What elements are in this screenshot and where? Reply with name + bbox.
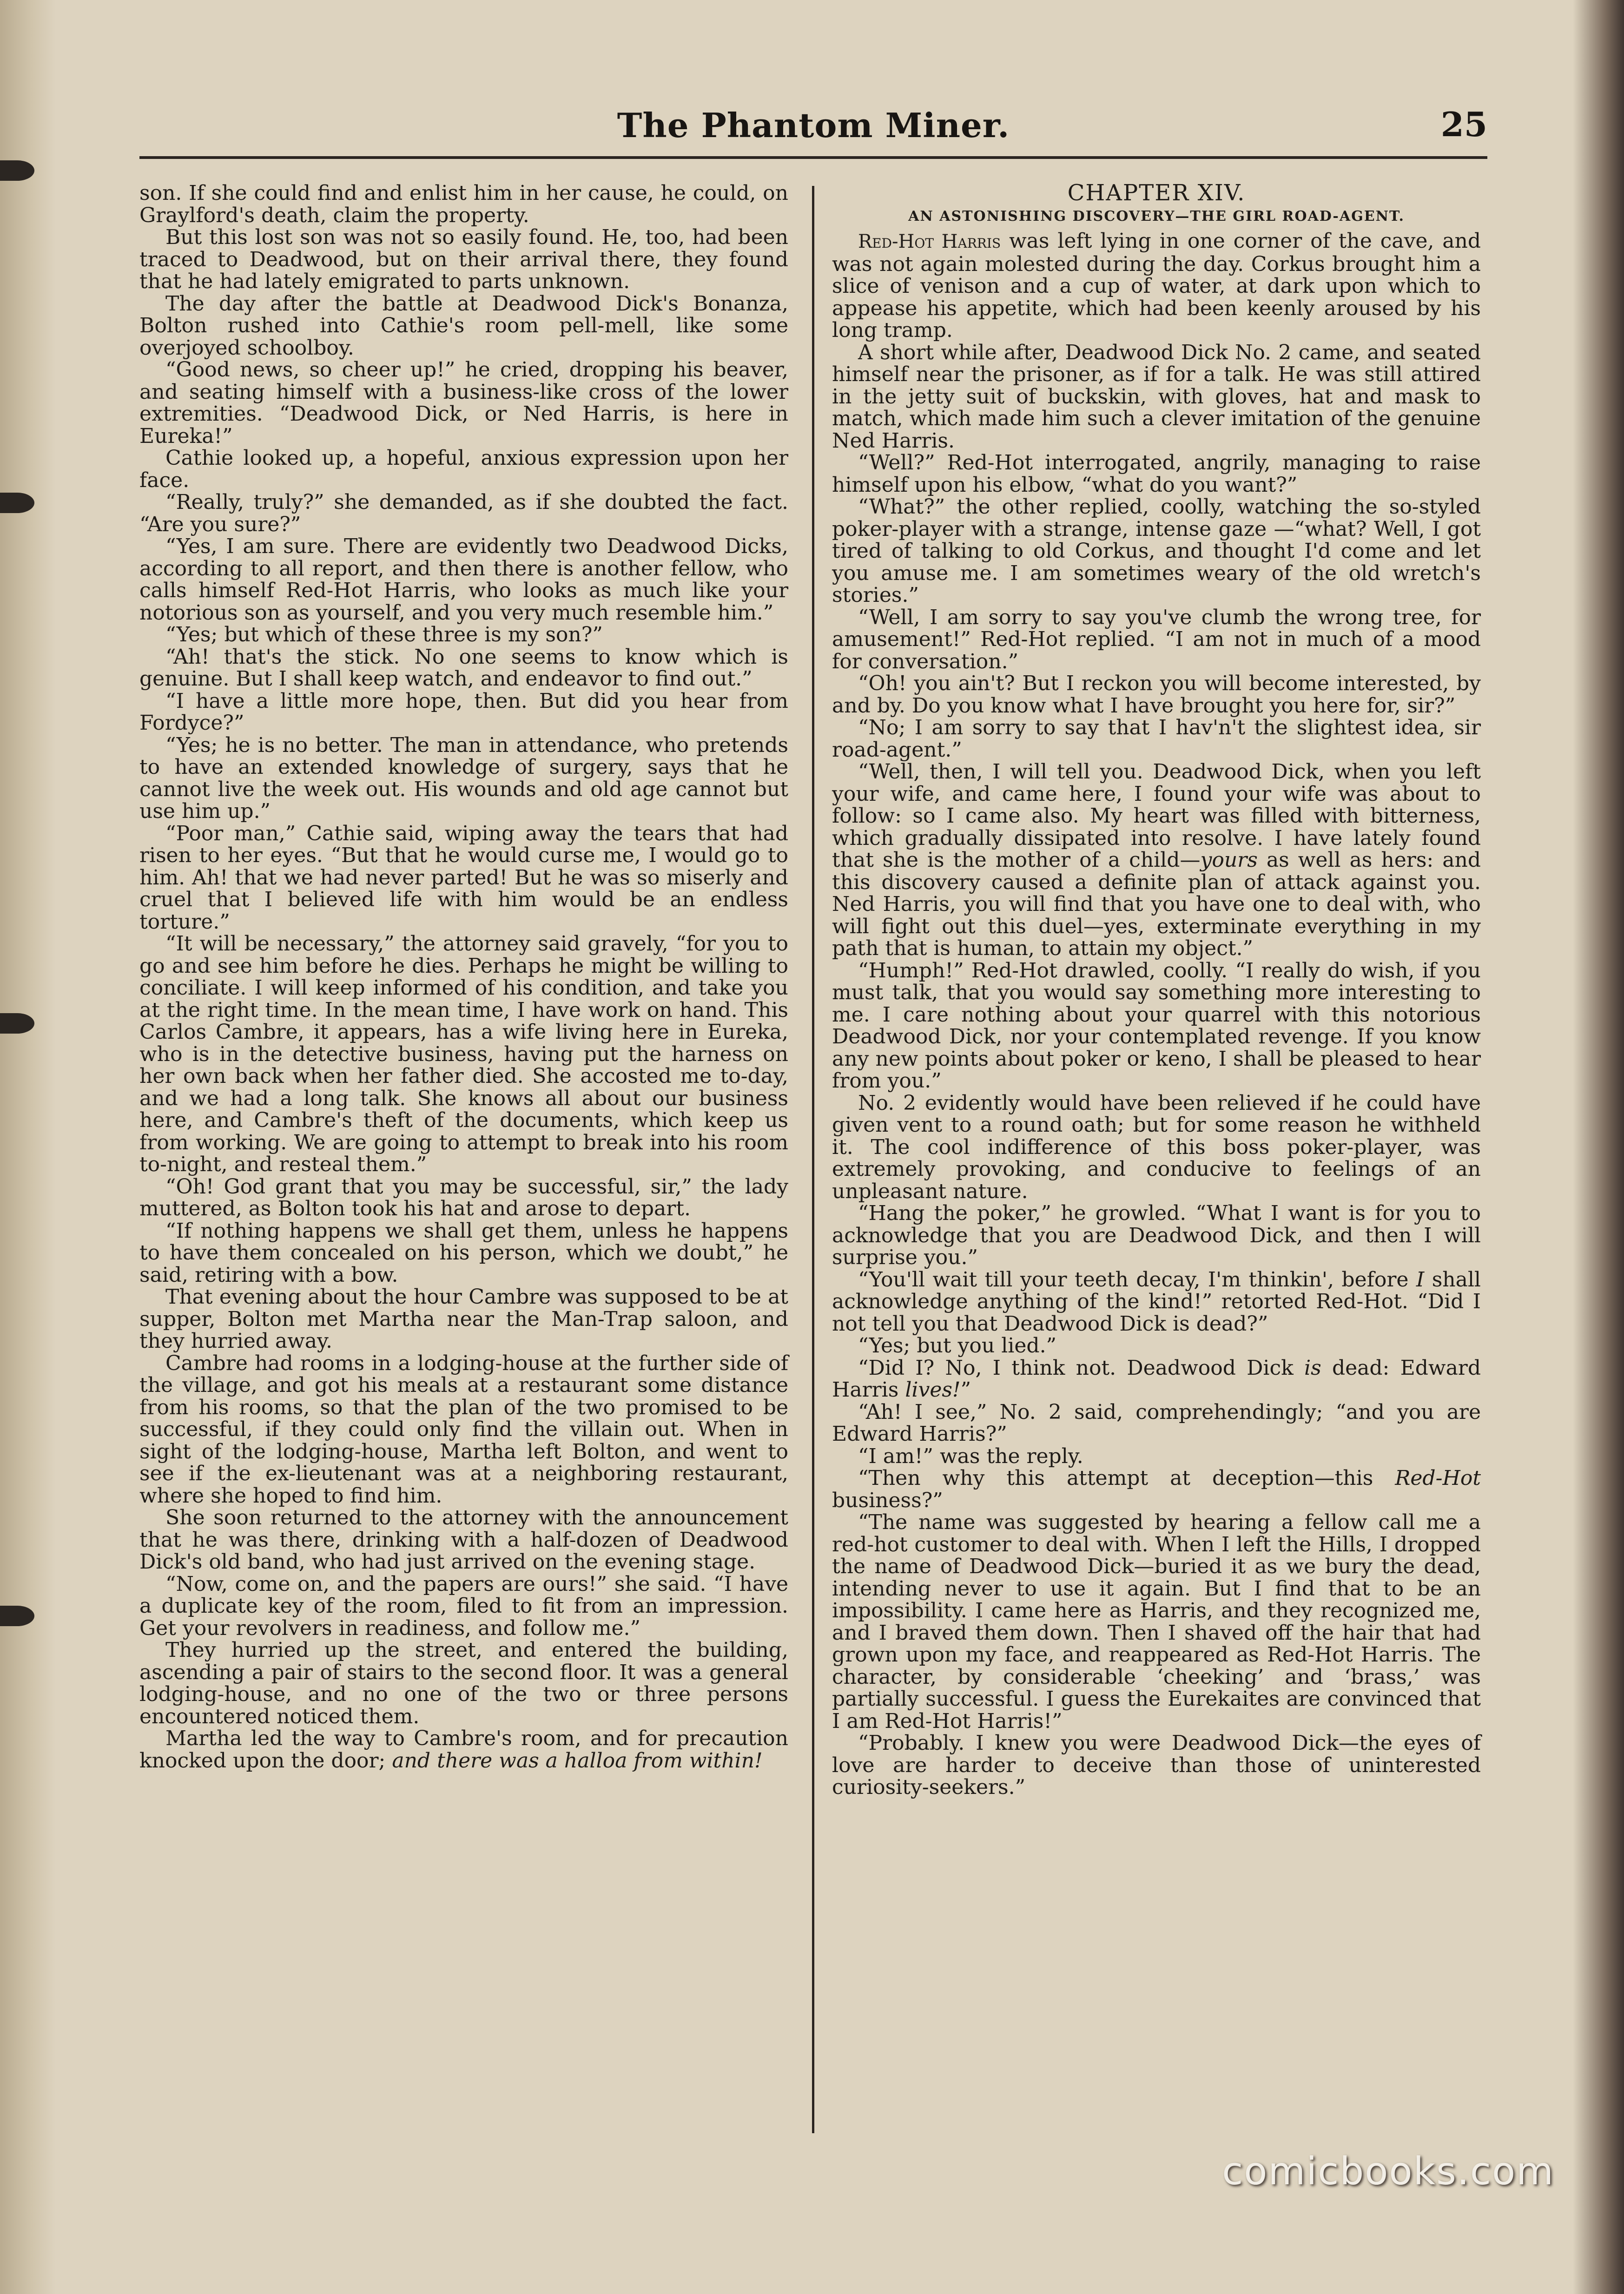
small-caps-name: Red-Hot Harris — [858, 231, 1001, 252]
paragraph: “Oh! you ain't? But I reckon you will become interested, by and by. Do you know what I have brought you here for, sir?” — [832, 672, 1481, 718]
paragraph: “Humph!” Red-Hot drawled, coolly. “I really do wish, if you must talk, that you would say something more interesting to me. I care nothing about your quarrel with this notorious Deadwood Dick, nor your contemplated revenge. If you know any new points about poker or keno, I shall be pleased to hear from you.” — [832, 958, 1481, 1093]
paragraph: But this lost son was not so easily found. He, too, had been traced to Deadwood, but on their arrival there, they found that he had lately emigrated to parts unknown. — [139, 225, 788, 293]
paragraph-text: ” — [960, 1378, 971, 1402]
paragraph: Cambre had rooms in a lodging-house at the further side of the village, and got his meals at a restaurant some distance from his rooms, so that the plan of the two promised to be successful, if they could only find the villain out. When in sight of the lodging-house, Martha left Bolton, and went to see if the ex-lieutenant was at a neighboring restaurant, where she hoped to find him. — [139, 1351, 788, 1508]
paragraph: “Good news, so cheer up!” he cried, dropping his beaver, and seating himself with a business-like cross of the lower extremities. “Deadwood Dick, or Ned Harris, is here in Eureka!” — [139, 358, 788, 448]
page-header — [139, 100, 1487, 160]
paragraph: “What?” the other replied, coolly, watching the so-styled poker-player with a strange, intense gaze —“what? Well, I got tired of talking to old Corkus, and thought I'd come and let you amuse me. I am sometimes weary of the old wretch's stories.” — [832, 495, 1481, 607]
paragraph: “I am!” was the reply. — [858, 1444, 1083, 1468]
paragraph-text: “Then why this attempt at deception—this — [858, 1466, 1395, 1490]
paragraph: “Probably. I knew you were Deadwood Dick—the eyes of love are harder to deceive than those of uninterested curiosity-seekers.” — [832, 1731, 1481, 1799]
paragraph: “I have a little more hope, then. But did you hear from Fordyce?” — [139, 689, 788, 735]
paragraph-text: “Well, then, I will tell you. Deadwood Dick, when you left your wife, and came here, I found your wife was about to follow: so I came also. My heart was filled with bitterness, which gradually dissipated into resolve. I have lately found that she is the mother of a child— — [832, 760, 1481, 872]
paragraph-text: business?” — [832, 1488, 943, 1512]
watermark: comicbooks.com — [1222, 2149, 1554, 2194]
header-rule — [139, 156, 1487, 159]
paragraph: “Ah! I see,” No. 2 said, comprehendingly; “and you are Edward Harris?” — [832, 1400, 1481, 1446]
paragraph: Cathie looked up, a hopeful, anxious expression upon her face. — [139, 446, 788, 492]
paragraph: “Well, I am sorry to say you've clumb the wrong tree, for amusement!” Red-Hot replied. “I am not in much of a mood for conversation.” — [832, 605, 1481, 673]
paragraph: No. 2 evidently would have been relieved if he could have given vent to a round oath; but for some reason he withheld it. The cool indifference of this boss poker-player, was extremely provoking, and conducive to feelings of an unpleasant nature. — [832, 1091, 1481, 1203]
running-title: The Phantom Miner. — [617, 105, 1010, 145]
paragraph: “Really, truly?” she demanded, as if she doubted the fact. “Are you sure?” — [139, 490, 788, 536]
italic-text: Red-Hot — [1395, 1466, 1481, 1490]
paragraph: The day after the battle at Deadwood Dick's Bonanza, Bolton rushed into Cathie's room pell-mell, like some overjoyed schoolboy. — [139, 291, 788, 360]
paragraph-text: as well as hers: and this discovery caused a definite plan of attack against you. Ned Harris, you will find that you have one to deal with, who will fight out this duel—yes, exterminate everything in my path that is human, to attain my object.” — [832, 848, 1481, 960]
paragraph: They hurried up the street, and entered the building, ascending a pair of stairs to the second floor. It was a general lodging-house, and no one of the two or three persons encountered noticed them. — [139, 1638, 788, 1728]
page-spine-shadow — [0, 0, 56, 2294]
paragraph: “Yes; but which of these three is my son?” — [165, 623, 603, 646]
paragraph-text: was left lying in one corner of the cave, and was not again molested during the day. Corkus brought him a slice of venison and a cup of water, at dark upon which to appease his appetite, which had been keenly aroused by his long tramp. — [832, 229, 1481, 342]
paragraph: A short while after, Deadwood Dick No. 2 came, and seated himself near the prisoner, as if for a talk. He was still attired in the jetty suit of buckskin, with gloves, hat and mask to match, which made him such a clever imitation of the genuine Ned Harris. — [832, 340, 1481, 453]
paragraph: She soon returned to the attorney with the announcement that he was there, drinking with a half-dozen of Deadwood Dick's old band, who had just arrived on the evening stage. — [139, 1506, 788, 1574]
chapter-title: CHAPTER XIV. — [1067, 180, 1246, 206]
left-column — [139, 182, 788, 1772]
paragraph: “Now, come on, and the papers are ours!” she said. “I have a duplicate key of the room, filed to fit from an impression. Get your revolvers in readiness, and follow me.” — [139, 1572, 788, 1640]
paragraph — [832, 1357, 1481, 1401]
italic-text: is — [1304, 1356, 1321, 1380]
italic-text: and there was a halloa from within! — [392, 1748, 763, 1773]
column-divider — [812, 186, 814, 2133]
paragraph: “No; I am sorry to say that I hav'n't the slightest idea, sir road-agent.” — [832, 716, 1481, 762]
paragraph-text: Martha led the way to Cambre's room, and for precaution knocked upon the door; — [139, 1727, 788, 1773]
paragraph — [832, 761, 1481, 960]
paragraph: son. If she could find and enlist him in her cause, he could, on Graylford's death, claim the property. — [139, 181, 788, 227]
binding-hole — [0, 160, 34, 181]
paragraph-text: dead: Edward Harris — [832, 1356, 1481, 1402]
paragraph: “Yes; but you lied.” — [858, 1334, 1057, 1358]
binding-hole — [0, 1606, 34, 1626]
page-number: 25 — [1440, 105, 1487, 144]
paragraph: “Well?” Red-Hot interrogated, angrily, managing to raise himself upon his elbow, “what do you want?” — [832, 451, 1481, 497]
italic-text: I — [1416, 1267, 1425, 1292]
italic-text: yours — [1200, 848, 1258, 872]
paragraph — [832, 1467, 1481, 1511]
binding-hole — [0, 1013, 34, 1034]
paragraph: “If nothing happens we shall get them, unless he happens to have them concealed on his person, which we doubt,” he said, retiring with a bow. — [139, 1219, 788, 1287]
paragraph — [832, 1269, 1481, 1335]
paragraph: “Hang the poker,” he growled. “What I want is for you to acknowledge that you are Deadwood Dick, and then I will surprise you.” — [832, 1201, 1481, 1269]
paragraph: “It will be necessary,” the attorney said gravely, “for you to go and see him before he dies. Perhaps he might be willing to conciliate. I will keep informed of his condition, and take you at the right time. In the mean time, I have work on hand. This Carlos Cambre, it appears, has a wife living here in Eureka, who is in the detective business, having put the harness on her own back when her father died. She accosted me to-day, and we had a long talk. She knows all about our business here, and Cambre's theft of the documents, which keep us from working. We are going to attempt to break into his room to-night, and resteal them.” — [139, 932, 788, 1176]
binding-hole — [0, 493, 34, 513]
right-column — [832, 182, 1481, 1799]
page-edge-shadow — [1573, 0, 1624, 2294]
paragraph: “Yes, I am sure. There are evidently two Deadwood Dicks, according to all report, and then there is another fellow, who calls himself Red-Hot Harris, who looks as much like your notorious son as yourself, and you very much resemble him.” — [139, 534, 788, 625]
paragraph: “Ah! that's the stick. No one seems to know which is genuine. But I shall keep watch, and endeavor to find out.” — [139, 645, 788, 691]
paragraph: “The name was suggested by hearing a fellow call me a red-hot customer to deal with. When I left the Hills, I dropped the name of Deadwood Dick—buried it as we bury the dead, intending never to use it again. But I find that to be an impossibility. I came here as Harris, and they recognized me, and I braved them down. Then I shaved off the hair that had grown upon my face, and reappeared as Red-Hot Harris. The character, by considerable ‘cheeking’ and ‘brass,’ was partially successful. I guess the Eurekaites are convinced that I am Red-Hot Harris!” — [832, 1510, 1481, 1733]
paragraph: That evening about the hour Cambre was supposed to be at supper, Bolton met Martha near the Man-Trap saloon, and they hurried away. — [139, 1285, 788, 1353]
paragraph — [832, 230, 1481, 342]
paragraph — [139, 1727, 788, 1772]
paragraph-text: shall acknowledge anything of the kind!” retorted Red-Hot. “Did I not tell you that Deadwood Dick is dead?” — [832, 1267, 1481, 1336]
italic-text: lives! — [905, 1378, 961, 1402]
paragraph-text: “You'll wait till your teeth decay, I'm thinkin', before — [858, 1267, 1416, 1292]
paragraph: “Yes; he is no better. The man in attendance, who pretends to have an extended knowledge of surgery, says that he cannot live the week out. His wounds and old age cannot but use him up.” — [139, 733, 788, 823]
paragraph: “Oh! God grant that you may be successful, sir,” the lady muttered, as Bolton took his hat and arose to depart. — [139, 1174, 788, 1220]
paragraph: “Poor man,” Cathie said, wiping away the tears that had risen to her eyes. “But that he would curse me, I would go to him. Ah! that we had never parted! But he was so miserly and cruel that I believed life with him would be an endless torture.” — [139, 821, 788, 934]
chapter-subtitle: AN ASTONISHING DISCOVERY—THE GIRL ROAD-AGENT. — [908, 208, 1405, 224]
paragraph-text: “Did I? No, I think not. Deadwood Dick — [858, 1356, 1305, 1380]
